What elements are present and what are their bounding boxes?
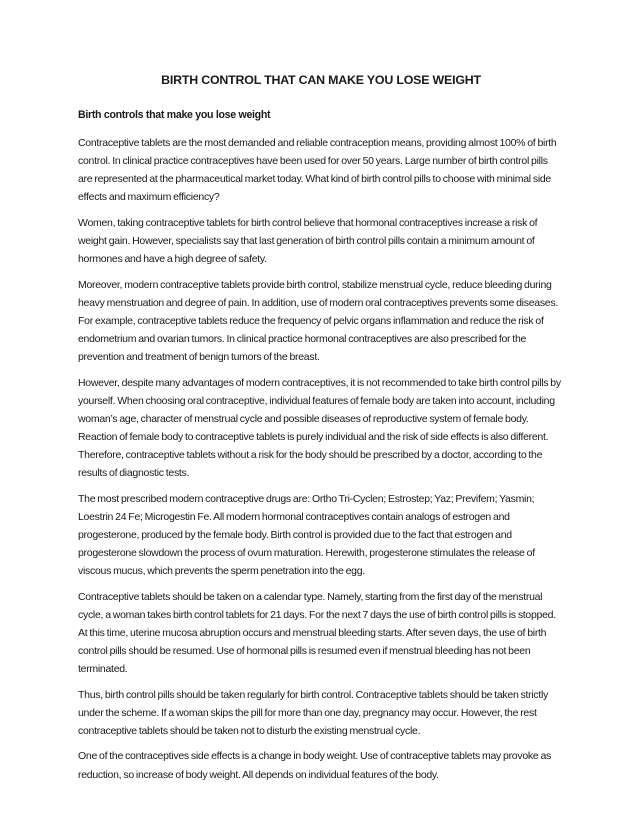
paragraph: Contraceptive tablets are the most demanded and reliable contraception means, providing almost 100% of birth control. In clinical practice contraceptives have been used for over 50 years. Large number of birth control pills are represented at the pharmaceutical market today. What kind of birth control pills to choose with minimal side effects and maximum efficiency?	[78, 137, 557, 204]
document-subtitle: Birth controls that make you lose weight	[78, 109, 271, 121]
paragraph: However, despite many advantages of modern contraceptives, it is not recommended to take birth control pills by yourself. When choosing oral contraceptive, individual features of female body are taken into account, including woman’s age, character of menstrual cycle and possible diseases of reproductive system of female body. Reaction of female body to contraceptive tablets is purely individual and the risk of side effects is also different. Therefore, contraceptive tablets without a risk for the body should be prescribed by a doctor, according to the results of diagnostic tests.	[78, 376, 561, 480]
paragraph: The most prescribed modern contraceptive drugs are: Ortho Tri-Cyclen; Estrostep; Yaz; Previfem; Yasmin; Loestrin 24 Fe; Microgestin Fe. All modern hormonal contraceptives contain analogs of estrogen and progesterone, produced by the female body. Birth control is provided due to the fact that estrogen and progesterone slowdown the process of ovum maturation. Herewith, progesterone stimulates the release of viscous mucus, which prevents the sperm penetration into the egg.	[78, 492, 535, 578]
document-page	[78, 72, 564, 791]
paragraph: Moreover, modern contraceptive tablets provide birth control, stabilize menstrual cycle, reduce bleeding during heavy menstruation and degree of pain. In addition, use of modern oral contraceptives prevents some diseases. For example, contraceptive tablets reduce the frequency of pelvic organs inflammation and reduce the risk of endometrium and ovarian tumors. In clinical practice hormonal contraceptives are also prescribed for the prevention and treatment of benign tumors of the breast.	[78, 278, 558, 364]
paragraph: Thus, birth control pills should be taken regularly for birth control. Contraceptive tablets should be taken strictly under the scheme. If a woman skips the pill for more than one day, pregnancy may occur. However, the rest contraceptive tablets should be taken not to disturb the existing menstrual cycle.	[78, 688, 549, 737]
document-title: BIRTH CONTROL THAT CAN MAKE YOU LOSE WEIGHT	[161, 73, 481, 87]
paragraph: Contraceptive tablets should be taken on a calendar type. Namely, starting from the first day of the menstrual cycle, a woman takes birth control tablets for 21 days. For the next 7 days the use of birth control pills is stopped. At this time, uterine mucosa abruption occurs and menstrual bleeding starts. After seven days, the use of birth control pills should be resumed. Use of hormonal pills is resumed even if menstrual bleeding has not been terminated.	[78, 590, 556, 676]
paragraph: One of the contraceptives side effects is a change in body weight. Use of contraceptive tablets may provoke as reduction, so increase of body weight. All depends on individual features of the body.	[78, 750, 551, 781]
paragraph: Women, taking contraceptive tablets for birth control believe that hormonal contraceptives increase a risk of weight gain. However, specialists say that last generation of birth control pills contain a minimum amount of hormones and have a high degree of safety.	[78, 216, 538, 266]
